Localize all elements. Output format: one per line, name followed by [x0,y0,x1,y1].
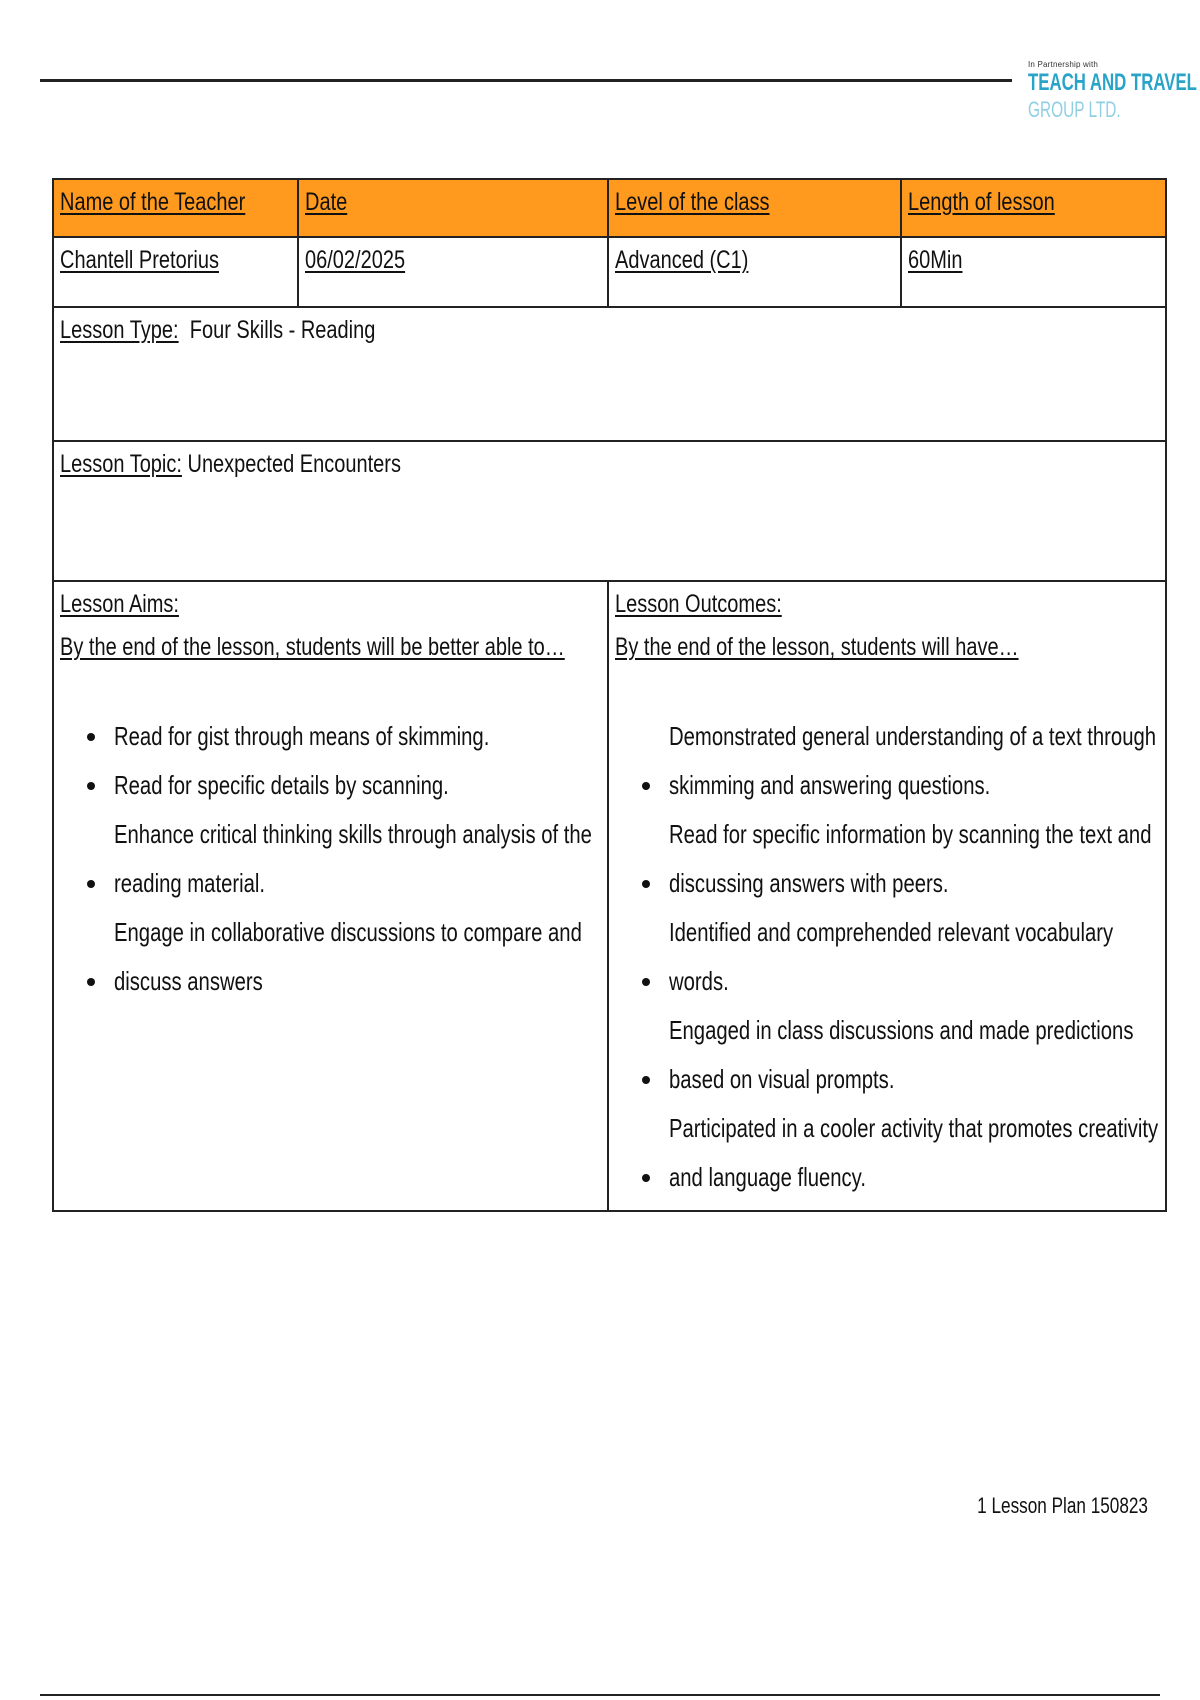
bottom-rule [40,1694,1160,1696]
outcomes-title: Lesson Outcomes: [615,590,782,618]
lesson-topic-value: Unexpected Encounters [181,450,401,478]
outcomes-lead: By the end of the lesson, students will have… [615,633,1019,661]
level-header: Level of the class [608,179,901,237]
lesson-topic-cell [53,441,1166,581]
aims-item: • Read for gist through means of skimming. [110,712,601,761]
lesson-topic-row [53,441,1166,581]
logo-line2: GROUP LTD. [1028,97,1121,122]
partner-logo [1028,60,1197,123]
values-row [53,237,1166,307]
header-row [53,179,1166,237]
length-value: 60Min [901,237,1166,307]
aims-outcomes-row [53,581,1166,1211]
outcomes-list [615,712,1159,1202]
level-value: Advanced (C1) [608,237,901,307]
lesson-type-cell [53,307,1166,441]
aims-cell [53,581,608,1211]
aims-title: Lesson Aims: [60,590,179,618]
lesson-topic-label: Lesson Topic: [60,450,182,478]
outcomes-item: • Identified and comprehended relevant vocabulary words. [665,908,1159,1006]
lesson-type-row [53,307,1166,441]
outcomes-item: • Demonstrated general understanding of a text through skimming and answering questions. [665,712,1159,810]
logo-line1: TEACH AND TRAVEL [1028,69,1197,96]
aims-list [60,712,601,1006]
aims-item: • Engage in collaborative discussions to compare and discuss answers [110,908,601,1006]
teacher-header: Name of the Teacher [53,179,298,237]
aims-item: • Read for specific details by scanning. [110,761,601,810]
lesson-plan-table [52,178,1167,1212]
aims-item: • Enhance critical thinking skills through analysis of the reading material. [110,810,601,908]
outcomes-item: • Engaged in class discussions and made predictions based on visual prompts. [665,1006,1159,1104]
lesson-type-label: Lesson Type: [60,316,179,344]
top-rule [40,79,1012,82]
lesson-type-value: Four Skills - Reading [178,316,376,344]
outcomes-cell [608,581,1166,1211]
length-header: Length of lesson [901,179,1166,237]
outcomes-item: • Participated in a cooler activity that promotes creativity and language fluency. [665,1104,1159,1202]
footer-doc-id: 1 Lesson Plan 150823 [977,1493,1148,1518]
aims-lead: By the end of the lesson, students will be better able to… [60,633,565,661]
logo-tagline: In Partnership with [1028,60,1099,69]
date-header: Date [298,179,608,237]
teacher-value: Chantell Pretorius [53,237,298,307]
outcomes-item: • Read for specific information by scanning the text and discussing answers with peers. [665,810,1159,908]
date-value: 06/02/2025 [298,237,608,307]
